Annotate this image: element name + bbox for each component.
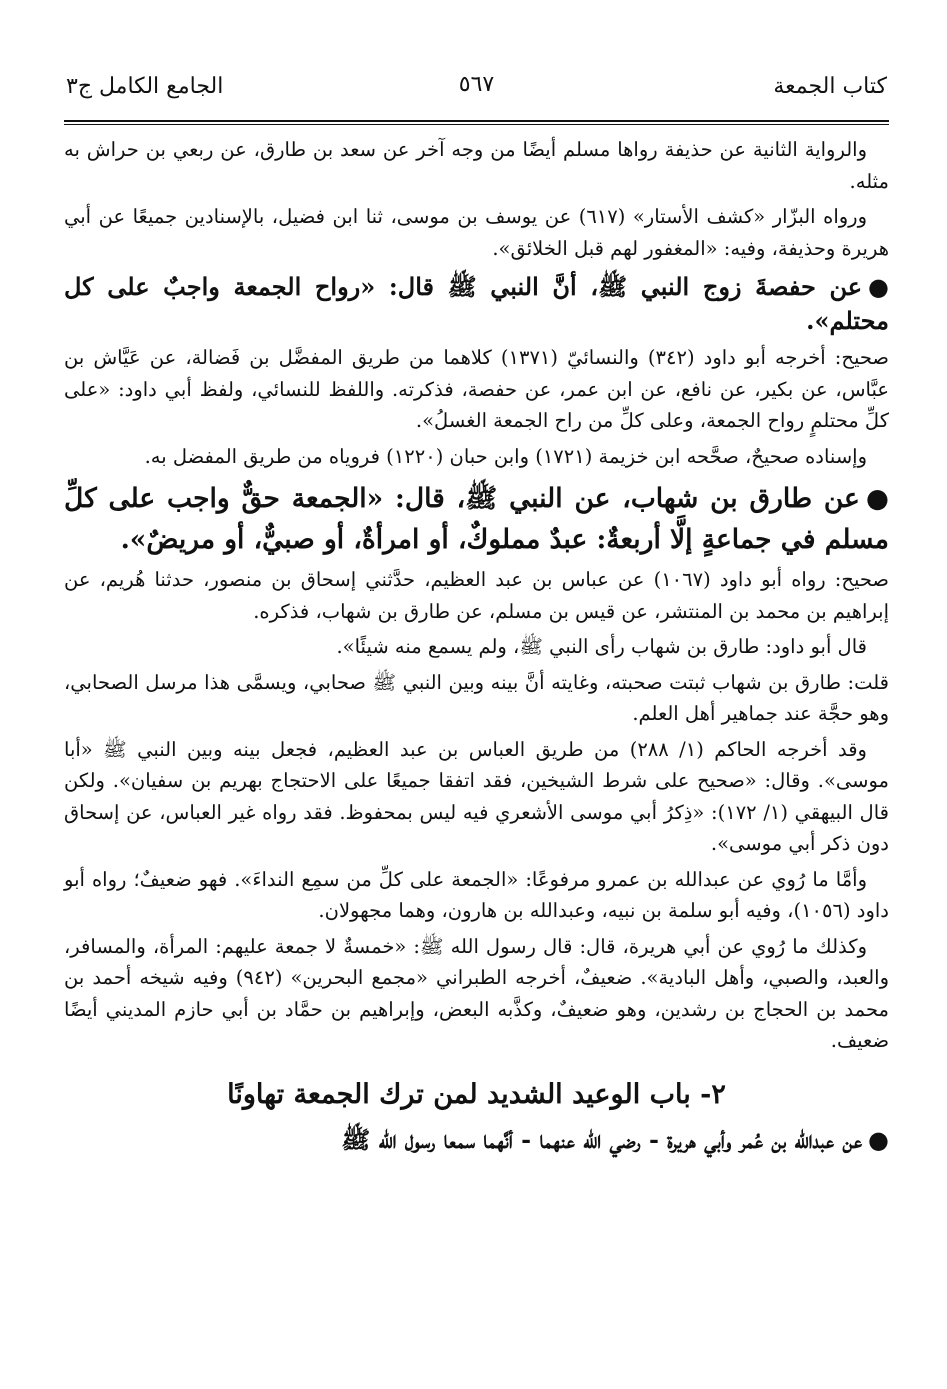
page-number: ٥٦٧ <box>458 72 495 97</box>
paragraph-takhrij-hafsa: صحيح: أخرجه أبو داود (٣٤٢) والنسائيّ (١٣٧١) كلاهما من طريق المفضَّل بن فَضالة، عن عَيَّاش بن عبَّاس، عن بكير، عن نافع، عن ابن عمر، عن حفصة، فذكرته. واللفظ للنسائي، ولفظ أبي داود: «على كلِّ محتلمٍ رواح الجمعة، وعلى كلِّ من راح الجمعة الغسلُ». <box>64 346 889 432</box>
bullet-icon: ● <box>868 272 889 301</box>
hadith-ibn-umar <box>64 1123 889 1157</box>
header-rule-thin <box>64 124 889 125</box>
paragraph-abdullah-amr: وأمَّا ما رُوي عن عبدالله بن عمرو مرفوعًا: «الجمعة على كلِّ من سمِع النداءَ». فهو ضعيفٌ؛ رواه أبو داود (١٠٥٦)، وفيه أبو سلمة بن نبيه، وعبدالله بن هارون، وهما مجهولان. <box>64 867 889 922</box>
paragraph-takhrij-tariq: صحيح: رواه أبو داود (١٠٦٧) عن عباس بن عبد العظيم، حدَّثني إسحاق بن منصور، حدثنا هُريم، عن إبراهيم بن محمد بن المنتشر، عن قيس بن مسلم، عن طارق بن شهاب، فذكره. <box>64 568 889 623</box>
paragraph-hakim: وقد أخرجه الحاكم (١/ ٢٨٨) من طريق العباس بن عبد العظيم، فجعل بينه وبين النبي ﷺ «أبا موسى». وقال: «صحيح على شرط الشيخين، فقد اتفقا جميعًا على الاحتجاج بهريم بن سفيان». ولكن قال البيهقي (١/ ١٧٢): «ذِكرُ أبي موسى الأشعري فيه ليس بمحفوظ. فقد رواه غير العباس، عن إسحاق دون ذكر أبي موسى». <box>64 737 889 855</box>
bullet-icon: ● <box>865 483 889 514</box>
paragraph-isnad: وإسناده صحيحٌ، صحَّحه ابن خزيمة (١٧٢١) وابن حبان (١٢٢٠) فروياه من طريق المفضل به. <box>144 444 867 468</box>
book-running-title: الجامع الكامل ج٣ <box>66 74 224 99</box>
paragraph-abu-hurayra: وكذلك ما رُوي عن أبي هريرة، قال: قال رسول الله ﷺ: «خمسةٌ لا جمعة عليهم: المرأة، والمسافر، والعبد، والصبي، وأهل البادية». ضعيفٌ، أخرجه الطبراني «مجمع البحرين» (٩٤٢) وفيه شيخه أحمد بن محمد بن الحجاج بن رشدين، وهو ضعيفٌ، وكذَّبه البعض، وإبراهيم بن حمَّاد بن أبي حازم المديني أيضًا ضعيف. <box>64 934 889 1052</box>
chapter-title: ٢- باب الوعيد الشديد لمن ترك الجمعة تهاونًا <box>227 1078 726 1110</box>
paragraph-1: والرواية الثانية عن حذيفة رواها مسلم أيضًا من وجه آخر عن سعد بن طارق، عن ربعي بن حراش به مثله. <box>64 138 889 193</box>
hadith-tariq <box>64 478 889 560</box>
hadith-hafsa <box>64 270 889 338</box>
paragraph-abu-dawud: قال أبو داود: طارق بن شهاب رأى النبي ﷺ، ولم يسمع منه شيئًا». <box>336 635 867 658</box>
hadith-ibn-umar-text: عن عبدالله بن عُمر وأبي هريرة - رضي الله عنهما - أنَّهما سمعا رسول الله ﷺ <box>341 1124 863 1154</box>
header-rule <box>64 120 889 122</box>
paragraph-qultu: قلت: طارق بن شهاب ثبتت صحبته، وغايته أنَّ بينه وبين النبي ﷺ صحابي، ويسمَّى هذا مرسل الصحابي، وهو حجَّة عند جماهير أهل العلم. <box>64 670 889 725</box>
chapter-running-title: كتاب الجمعة <box>773 74 887 99</box>
bullet-icon: ● <box>868 1124 889 1154</box>
page-body <box>64 134 889 1157</box>
paragraph-2: ورواه البزّار «كشف الأستار» (٦١٧) عن يوسف بن موسى، ثنا ابن فضيل، بالإسنادين جميعًا عن أبي هريرة وحذيفة، وفيه: «المغفور لهم قبل الخلائق». <box>64 205 889 260</box>
hadith-tariq-text: عن طارق بن شهاب، عن النبي ﷺ، قال: «الجمعة حقٌّ واجب على كلِّ مسلم في جماعةٍ إلَّا أربعةٌ: عبدٌ مملوكٌ، أو امرأةٌ، أو صبيٌّ، أو مريضٌ». <box>64 483 889 555</box>
hadith-hafsa-text: عن حفصةَ زوج النبي ﷺ، أنَّ النبي ﷺ قال: «رواح الجمعة واجبٌ على كل محتلم». <box>64 272 889 335</box>
page-header <box>64 60 889 114</box>
